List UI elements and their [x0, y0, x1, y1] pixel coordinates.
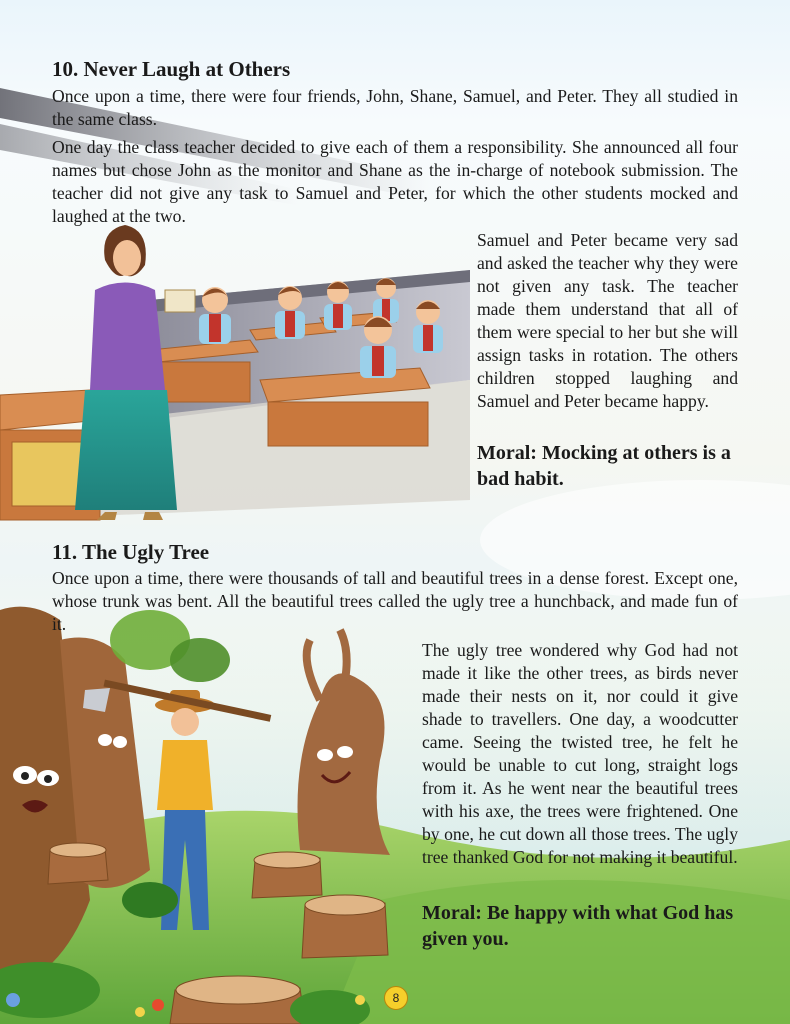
story-paragraph: One day the class teacher decided to give each of them a responsibility. She announced all four names but chose John as the monitor and Shane as the in-charge of notebook submission. The teacher did not give any task to Samuel and Peter, for which the other students mocked and laughed at the two.	[52, 137, 738, 226]
story-paragraph: Once upon a time, there were thousands of tall and beautiful trees in a dense forest. Except one, whose trunk was bent. All the beautiful trees called the ugly tree a hunchback, and made fun of it.	[52, 568, 738, 634]
story-paragraph: Samuel and Peter became very sad and asked the teacher why they were not given any task. The teacher made them understand that all of them were special to her but she will assign tasks in rotation. The others children stopped laughing and Samuel and Peter became happy.	[477, 230, 738, 411]
story-title: 10. Never Laugh at Others	[52, 57, 291, 81]
story-paragraph: Once upon a time, there were four friends, John, Shane, Samuel, and Peter. They all studied in the same class.	[52, 86, 738, 129]
story-moral: Moral: Mocking at others is a bad habit.	[477, 442, 731, 490]
story-paragraph: The ugly tree wondered why God had not made it like the other trees, as birds never made their nests on it, nor could it give shade to travellers. One day, a woodcutter came. Seeing the twisted tree, he felt he would be unable to cut long, straight logs from it. As he went near the beautiful trees with his axe, the trees were frightened. One by one, he cut down all those trees. The ugly tree thanked God for not making it beautiful.	[422, 640, 738, 867]
page-number: 8	[384, 986, 408, 1010]
story-title: 11. The Ugly Tree	[52, 540, 210, 564]
story-moral: Moral: Be happy with what God has given you.	[422, 902, 734, 950]
classroom-illustration	[0, 225, 470, 520]
